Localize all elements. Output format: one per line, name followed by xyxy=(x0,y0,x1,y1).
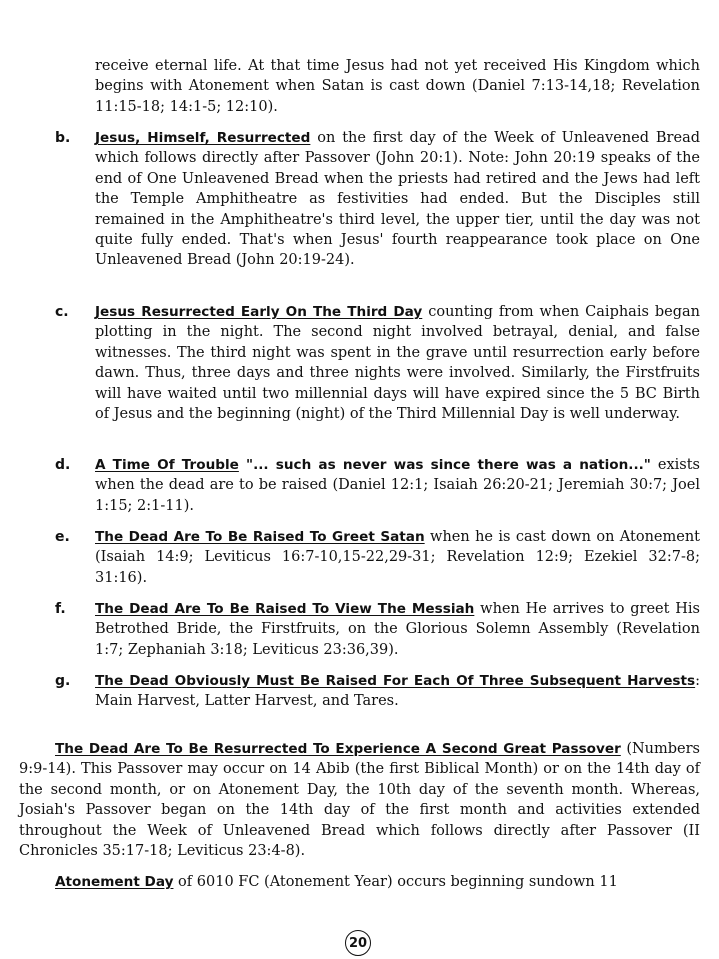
item-body xyxy=(95,527,700,588)
item-letter: f. xyxy=(55,601,66,617)
item-letter: e. xyxy=(55,529,70,545)
item-text: : Main Harvest, Latter Harvest, and Tares. xyxy=(95,673,700,710)
item-letter: g. xyxy=(55,673,71,689)
item-body xyxy=(95,455,700,516)
item-quote: "... such as never was since there was a nation..." xyxy=(238,457,651,473)
item-letter: b. xyxy=(55,130,71,146)
item-body xyxy=(95,671,700,712)
item-body xyxy=(95,302,700,424)
paragraph-atonement-day xyxy=(19,872,700,892)
item-heading: The Dead Are To Be Raised To View The Messiah xyxy=(95,601,475,617)
list-item-f xyxy=(55,599,700,660)
item-heading: The Dead Are To Be Raised To Greet Satan xyxy=(95,529,425,545)
item-text: when He arrives to greet His Betrothed Bride, the Firstfruits, on the Glorious Solemn Assembly (Revelation 1:7; Zephaniah 3:18; Leviticus 23:36,39). xyxy=(95,601,700,658)
list-item-d xyxy=(55,455,700,516)
item-text: on the first day of the Week of Unleavened Bread which follows directly after Passover (John 20:1). Note: John 20:19 speaks of the end of One Unleavened Bread when the priests had retired and the Jews had left the Temple Amphitheatre as festivities had ended. But the Disciples still remained in the Amphitheatre's third level, the upper tier, until the day was not quite fully ended. That's when Jesus' fourth reappearance took place on One Unleavened Bread (John 20:19-24). xyxy=(95,130,700,269)
item-text: counting from when Caiphais began plotting in the night. The second night involved betrayal, denial, and false witnesses. The third night was spent in the grave until resurrection early before dawn. Thus, three days and three nights were involved. Similarly, the Firstfruits will have waited until two millennial days will have expired since the 5 BC Birth of Jesus and the beginning (night) of the Third Millennial Day is well underway. xyxy=(95,304,700,423)
continuation-text: receive eternal life. At that time Jesus had not yet received His Kingdom which begins with Atonement when Satan is cast down (Daniel 7:13-14,18; Revelation 11:15-18; 14:1-5; 12:10). xyxy=(95,58,700,115)
item-heading: Jesus Resurrected Early On The Third Day xyxy=(95,304,423,320)
list-item-e xyxy=(55,527,700,588)
paragraph-second-passover xyxy=(19,739,700,861)
item-body xyxy=(95,599,700,660)
paragraph-heading: Atonement Day xyxy=(55,874,174,890)
item-body xyxy=(95,128,700,271)
item-heading: Jesus, Himself, Resurrected xyxy=(95,130,311,146)
item-heading: A Time Of Trouble xyxy=(95,457,239,473)
paragraph-heading: The Dead Are To Be Resurrected To Experience A Second Great Passover xyxy=(55,741,621,757)
page-number: 20 xyxy=(345,930,371,956)
item-letter: c. xyxy=(55,304,69,320)
paragraph-text: of 6010 FC (Atonement Year) occurs beginning sundown 11 xyxy=(173,874,618,890)
item-text: when he is cast down on Atonement (Isaiah 14:9; Leviticus 16:7-10,15-22,29-31; Revelation 12:9; Ezekiel 32:7-8; 31:16). xyxy=(95,529,700,586)
list-item-g xyxy=(55,671,700,712)
item-text: exists when the dead are to be raised (Daniel 12:1; Isaiah 26:20-21; Jeremiah 30:7; Joel 1:15; 2:1-11). xyxy=(95,457,700,514)
item-heading: The Dead Obviously Must Be Raised For Each Of Three Subsequent Harvests xyxy=(95,673,696,689)
list-item-c xyxy=(55,302,700,424)
item-letter: d. xyxy=(55,457,71,473)
paragraph-text: (Numbers 9:9-14). This Passover may occur on 14 Abib (the first Biblical Month) or on the 14th day of the second month, or on Atonement Day, the 10th day of the seventh month. Whereas, Josiah's Passover began on the 14th day of the first month and activities extended throughout the Week of Unleavened Bread which follows directly after Passover (II Chronicles 35:17-18; Leviticus 23:4-8). xyxy=(19,741,701,860)
list-item-b xyxy=(55,128,700,271)
